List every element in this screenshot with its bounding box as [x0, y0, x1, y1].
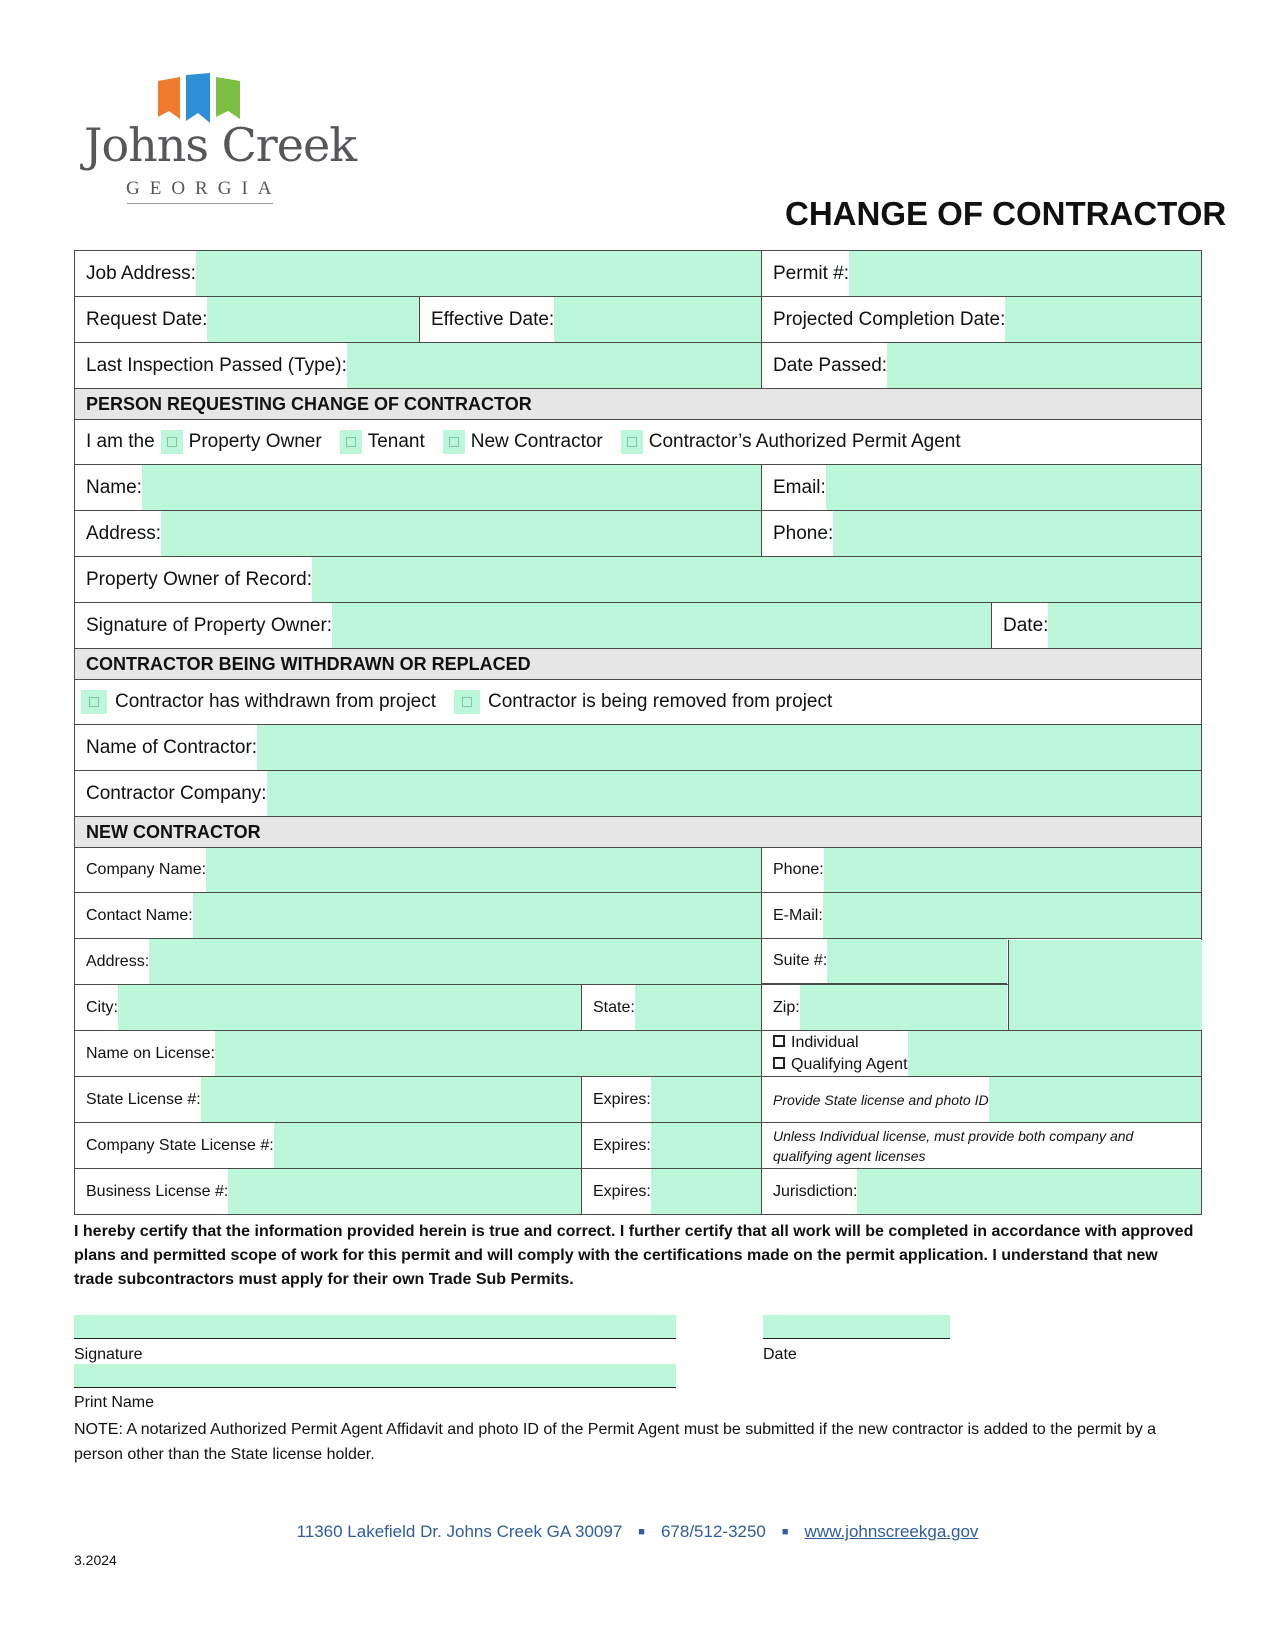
inspection-row	[74, 343, 1202, 389]
jurisdiction-field[interactable]	[857, 1169, 1201, 1214]
role-property-owner-label: Property Owner	[188, 431, 322, 452]
page-title: CHANGE OF CONTRACTOR	[785, 195, 1227, 232]
license-individual-label: Individual	[791, 1033, 859, 1051]
date-label: Date	[763, 1346, 797, 1363]
projected-completion-label: Projected Completion Date:	[773, 308, 1006, 330]
withdrawn-options-row	[74, 679, 1202, 725]
old-contractor-company-field[interactable]	[267, 771, 1201, 816]
state-license-expires-field[interactable]	[651, 1077, 761, 1122]
effective-date-label: Effective Date:	[431, 308, 555, 330]
role-property-owner[interactable]	[161, 430, 322, 454]
role-tenant[interactable]	[340, 430, 425, 454]
date-passed-label: Date Passed:	[773, 354, 888, 376]
job-address-field[interactable]	[196, 251, 761, 296]
company-state-license-field[interactable]	[274, 1123, 581, 1168]
checkbox-icon[interactable]	[773, 1057, 785, 1069]
requester-email-field[interactable]	[826, 465, 1201, 510]
date-field[interactable]	[763, 1315, 950, 1339]
owner-signature-date-field[interactable]	[1048, 603, 1201, 648]
provide-license-note: Provide State license and photo ID	[773, 1091, 989, 1108]
requester-address-row	[74, 511, 1202, 557]
permit-number-label: Permit #:	[773, 262, 850, 284]
role-new-contractor[interactable]	[443, 430, 603, 454]
form-version: 3.2024	[74, 1552, 117, 1568]
requester-name-label: Name:	[86, 476, 142, 498]
company-address-field[interactable]	[149, 939, 761, 984]
requester-phone-label: Phone:	[773, 522, 834, 544]
contact-name-row	[74, 893, 1202, 939]
new-contractor-section-title: NEW CONTRACTOR	[86, 821, 261, 842]
requester-section-title: PERSON REQUESTING CHANGE OF CONTRACTOR	[86, 393, 532, 414]
role-permit-agent-label: Contractor’s Authorized Permit Agent	[648, 431, 961, 452]
unless-individual-note: Unless Individual license, must provide both company and qualifying agent licenses	[773, 1127, 1134, 1164]
dates-row	[74, 297, 1202, 343]
suite-label: Suite #:	[773, 952, 828, 969]
business-license-expires-field[interactable]	[651, 1169, 761, 1214]
contact-email-field[interactable]	[823, 893, 1201, 938]
role-permit-agent[interactable]	[621, 430, 961, 454]
new-contractor-section-header	[74, 817, 1202, 847]
requester-address-label: Address:	[86, 522, 161, 544]
contact-name-field[interactable]	[193, 893, 761, 938]
state-label: State:	[593, 998, 635, 1016]
job-address-label: Job Address:	[86, 262, 196, 284]
logo-subtitle: GEORGIA	[126, 178, 282, 199]
removed-option-label: Contractor is being removed from project	[488, 691, 833, 712]
company-name-field[interactable]	[206, 848, 761, 892]
company-phone-field[interactable]	[824, 848, 1201, 892]
checkbox-icon[interactable]	[443, 430, 465, 454]
withdrawn-option-label: Contractor has withdrawn from project	[115, 691, 437, 712]
requester-name-row	[74, 465, 1202, 511]
projected-completion-field[interactable]	[1005, 297, 1201, 342]
removed-option[interactable]	[454, 690, 832, 714]
jurisdiction-label: Jurisdiction:	[773, 1182, 858, 1200]
withdrawn-option[interactable]	[81, 690, 436, 714]
old-contractor-name-field[interactable]	[257, 725, 1201, 770]
requester-address-field[interactable]	[161, 511, 761, 556]
suite-field[interactable]	[827, 939, 1007, 983]
company-name-row	[74, 847, 1202, 893]
date-passed-field[interactable]	[887, 343, 1201, 388]
checkbox-icon[interactable]	[81, 690, 107, 714]
role-new-contractor-label: New Contractor	[470, 431, 603, 452]
business-license-expires-label: Expires:	[593, 1182, 651, 1200]
withdrawn-section-header	[74, 649, 1202, 679]
name-on-license-label: Name on License:	[86, 1044, 215, 1062]
logo-divider	[127, 203, 273, 204]
city-label: City:	[86, 998, 118, 1016]
permit-number-field[interactable]	[849, 251, 1201, 296]
checkbox-icon[interactable]	[773, 1035, 785, 1047]
company-name-label: Company Name:	[86, 861, 207, 878]
print-name-label: Print Name	[74, 1394, 155, 1411]
checkbox-icon[interactable]	[454, 690, 480, 714]
contact-name-label: Contact Name:	[86, 906, 193, 924]
business-license-row	[74, 1169, 1202, 1215]
state-license-row	[74, 1077, 1202, 1123]
zip-label: Zip:	[773, 998, 800, 1016]
footer-separator-icon: ■	[638, 1526, 645, 1538]
footer-address: 11360 Lakefield Dr. Johns Creek GA 30097	[296, 1522, 623, 1541]
business-license-field[interactable]	[228, 1169, 581, 1214]
checkbox-icon[interactable]	[161, 430, 183, 454]
request-date-field[interactable]	[207, 297, 419, 342]
last-inspection-label: Last Inspection Passed (Type):	[86, 354, 347, 376]
old-contractor-name-row	[74, 725, 1202, 771]
license-qualifying-option[interactable]	[773, 1054, 908, 1076]
checkbox-icon[interactable]	[621, 430, 643, 454]
state-license-expires-label: Expires:	[593, 1090, 651, 1108]
old-contractor-company-row	[74, 771, 1202, 817]
footer-separator-icon: ■	[781, 1526, 789, 1538]
name-on-license-field[interactable]	[215, 1031, 761, 1076]
old-contractor-company-label: Contractor Company:	[86, 782, 267, 804]
name-on-license-row	[74, 1031, 1202, 1077]
company-state-license-row	[74, 1123, 1202, 1169]
last-inspection-field[interactable]	[347, 343, 761, 388]
owner-signature-row	[74, 603, 1202, 649]
old-contractor-name-label: Name of Contractor:	[86, 736, 258, 758]
license-individual-option[interactable]	[773, 1032, 908, 1054]
city-field[interactable]	[118, 985, 581, 1030]
effective-date-field[interactable]	[554, 297, 761, 342]
footer-website-link[interactable]: www.johnscreekga.gov	[804, 1522, 979, 1541]
zip-field[interactable]	[800, 985, 1007, 1030]
address-extra-field[interactable]	[1008, 940, 1202, 1030]
role-row	[74, 419, 1202, 465]
owner-of-record-row	[74, 557, 1202, 603]
checkbox-icon[interactable]	[340, 430, 362, 454]
company-state-license-label: Company State License #:	[86, 1136, 274, 1154]
company-license-expires-label: Expires:	[593, 1136, 651, 1154]
footer	[0, 1522, 1275, 1542]
requester-email-label: Email:	[773, 476, 826, 498]
i-am-the-label: I am the	[86, 431, 155, 452]
state-license-field[interactable]	[201, 1077, 581, 1122]
business-license-label: Business License #:	[86, 1182, 229, 1200]
provide-license-field[interactable]	[989, 1077, 1201, 1122]
logo-wordmark: Johns Creek	[84, 118, 357, 172]
license-type-field[interactable]	[908, 1031, 1201, 1076]
job-address-row	[74, 250, 1202, 297]
requester-phone-field[interactable]	[833, 511, 1201, 556]
requester-name-field[interactable]	[142, 465, 761, 510]
signature-label: Signature	[74, 1346, 143, 1363]
owner-of-record-label: Property Owner of Record:	[86, 568, 312, 590]
owner-of-record-field[interactable]	[312, 557, 1201, 602]
signature-field[interactable]	[74, 1315, 676, 1339]
company-address-label: Address:	[86, 952, 150, 970]
withdrawn-section-title: CONTRACTOR BEING WITHDRAWN OR REPLACED	[86, 653, 531, 674]
license-qualifying-label: Qualifying Agent	[791, 1055, 908, 1073]
footer-phone: 678/512-3250	[660, 1522, 766, 1541]
requester-section-header	[74, 389, 1202, 419]
company-phone-label: Phone:	[773, 861, 824, 878]
state-field[interactable]	[635, 985, 761, 1030]
request-date-label: Request Date:	[86, 308, 208, 330]
contact-email-label: E-Mail:	[773, 906, 823, 924]
certification-text: I hereby certify that the information provided herein is true and correct. I further certify that all work will be completed in accordance with approved plans and permitted scope of work for this permit and will comply with the certifications made on the permit application. I understand that new trade subcontractors must apply for their own Trade Sub Permits.	[74, 1223, 1194, 1288]
owner-signature-label: Signature of Property Owner:	[86, 614, 333, 636]
affidavit-note: NOTE: A notarized Authorized Permit Agent Affidavit and photo ID of the Permit Agent must be submitted if the new contractor is added to the permit by a person other than the State license holder.	[74, 1421, 1157, 1463]
company-license-expires-field[interactable]	[651, 1123, 761, 1168]
print-name-field[interactable]	[74, 1364, 676, 1388]
state-license-label: State License #:	[86, 1090, 201, 1108]
owner-signature-date-label: Date:	[1003, 614, 1049, 636]
role-tenant-label: Tenant	[367, 431, 425, 452]
owner-signature-field[interactable]	[332, 603, 991, 648]
